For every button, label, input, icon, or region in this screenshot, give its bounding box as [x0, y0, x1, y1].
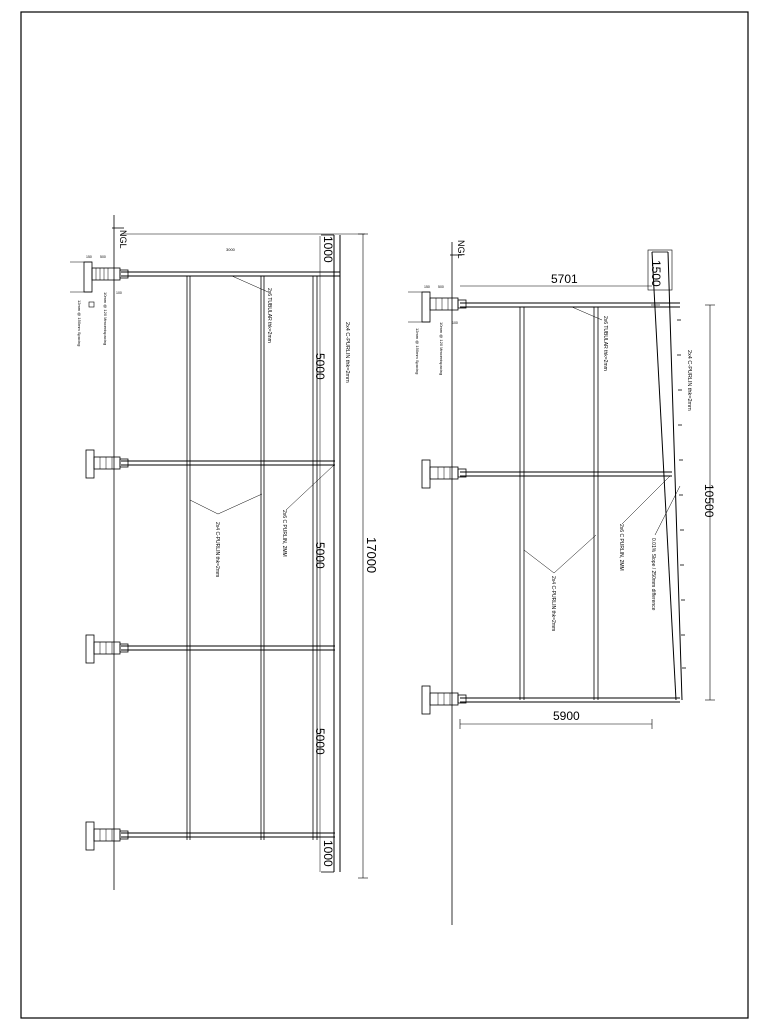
right-ngl-label: NGL: [456, 240, 466, 259]
right-callout-tubular: 2x6 TUBULAR thk=2mm: [602, 316, 608, 371]
left-bay-dim-4: 5000: [313, 728, 327, 755]
left-base-3: [86, 635, 128, 663]
right-base-dim-c: 100: [452, 321, 458, 325]
right-callout-purlin-diag: 2x4 C-PURLIN thk=2mm: [550, 576, 556, 632]
left-bay-dim-1: 1000: [321, 236, 335, 263]
right-bar-note-2: 12mm @ 150mm Spacing: [415, 328, 420, 375]
left-bay-dim-2: 5000: [313, 353, 327, 380]
right-bottom-dim: 5900: [553, 709, 580, 723]
right-callout-purlin-mid: 2x6 C PURLIN, 2MM: [618, 524, 624, 571]
left-elevation: [70, 215, 379, 890]
left-bar-note-1: 10mm @ 120 Mmcentspacing: [103, 292, 108, 346]
right-bar-note-1: 10mm @ 120 Mmcentspacing: [439, 322, 444, 376]
left-callout-purlin-top: 2x4 C-PURLIN thk=2mm: [344, 322, 350, 383]
left-callout-purlin-mid: 2x6 C PURLIN, 2MM: [281, 510, 287, 557]
right-base-2: [422, 460, 466, 488]
left-base-dim-b: 500: [100, 255, 106, 259]
left-ngl-label: NGL: [118, 230, 128, 249]
right-callout-purlin-top: 2x4 C-PURLIN thk=2mm: [686, 350, 692, 411]
right-roof-ticks: [677, 320, 686, 668]
right-base-dim-a: 150: [424, 285, 430, 289]
left-callout-tubular: 2x6 TUBULAR thk=2mm: [266, 288, 272, 343]
right-base-1: [408, 285, 466, 375]
left-base-4: [86, 822, 128, 850]
right-callout-slope: 0.01% Slope / 250mm difference: [650, 538, 656, 611]
left-base-dim-a: 150: [86, 255, 92, 259]
left-bay-dim-3: 5000: [313, 542, 327, 569]
left-bar-note-2: 12mm @ 150mm Spacing: [77, 300, 82, 347]
right-elevation: [408, 240, 716, 925]
right-base-3: [422, 686, 466, 714]
right-top-dim: 5701: [551, 272, 578, 286]
left-bay-dim-5: 1000: [321, 840, 335, 867]
left-overall-dim: 17000: [364, 537, 379, 574]
right-overall-dim: 10500: [702, 484, 716, 518]
right-base-dim-b: 500: [438, 285, 444, 289]
left-base-1: [70, 255, 128, 346]
left-base-2: [86, 450, 128, 478]
left-base-dim-c: 100: [116, 291, 122, 295]
sheet-border: [21, 12, 748, 1018]
left-top-small-dim: 3000: [226, 247, 235, 252]
left-callout-purlin-diag: 2x4 C-PURLIN thk=2mm: [214, 522, 220, 578]
right-end-dim: 1500: [649, 260, 663, 287]
